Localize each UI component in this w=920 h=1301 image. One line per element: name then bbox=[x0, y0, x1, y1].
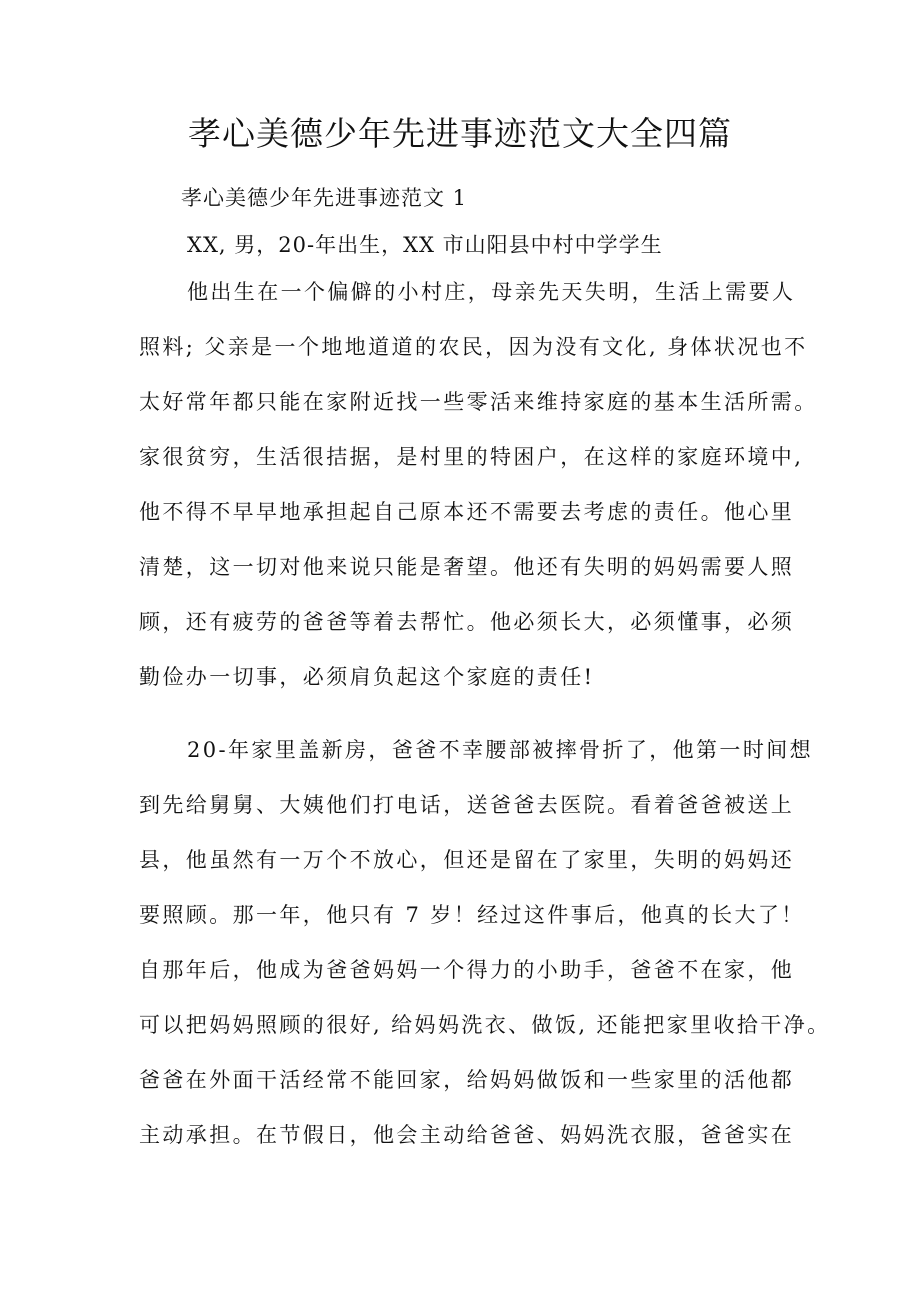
document-title: 孝心美德少年先进事迹范文大全四篇 bbox=[188, 114, 732, 153]
paragraph-line: 照料; 父亲是一个地地道道的农民，因为没有文化, 身体状况也不 bbox=[139, 335, 808, 359]
paragraph-line: 可以把妈妈照顾的很好, 给妈妈洗衣、做饭, 还能把家里收拾干净。 bbox=[139, 1013, 831, 1037]
paragraph-line: 太好常年都只能在家附近找一些零活来维持家庭的基本生活所需。 bbox=[139, 390, 818, 414]
paragraph-line: 清楚，这一切对他来说只能是奢望。他还有失明的妈妈需要人照 bbox=[139, 555, 795, 579]
paragraph-line: 到先给舅舅、大姨他们打电话，送爸爸去医院。看着爸爸被送上 bbox=[139, 793, 795, 817]
paragraph-line: 爸爸在外面干活经常不能回家，给妈妈做饭和一些家里的活他都 bbox=[139, 1068, 795, 1092]
paragraph-line: 顾，还有疲劳的爸爸等着去帮忙。他必须长大，必须懂事，必须 bbox=[139, 610, 795, 634]
paragraph-line: 主动承担。在节假日，他会主动给爸爸、妈妈洗衣服，爸爸实在 bbox=[139, 1123, 795, 1147]
paragraph-line: 家很贫穷，生活很拮据，是村里的特困户，在这样的家庭环境中, bbox=[139, 445, 804, 469]
paragraph-line: 他出生在一个偏僻的小村庄，母亲先天失明，生活上需要人 bbox=[187, 280, 796, 304]
section-heading: 孝心美德少年先进事迹范文 1 bbox=[181, 186, 468, 210]
paragraph-line: 县，他虽然有一万个不放心，但还是留在了家里，失明的妈妈还 bbox=[139, 848, 795, 872]
paragraph-line: 20-年家里盖新房，爸爸不幸腰部被摔骨折了，他第一时间想 bbox=[187, 738, 814, 762]
paragraph-2 bbox=[139, 723, 831, 1163]
paragraph-1 bbox=[139, 265, 818, 705]
paragraph-line: 自那年后，他成为爸爸妈妈一个得力的小助手，爸爸不在家，他 bbox=[139, 958, 795, 982]
paragraph-line: 要照顾。那一年，他只有 7 岁！经过这件事后，他真的长大了！ bbox=[139, 903, 805, 927]
paragraph-line: 他不得不早早地承担起自己原本还不需要去考虑的责任。他心里 bbox=[139, 500, 795, 524]
paragraph-line: 勤俭办一切事，必须肩负起这个家庭的责任! bbox=[139, 665, 595, 689]
student-info: XX, 男，20-年出生，XX 市山阳县中村中学学生 bbox=[187, 233, 663, 257]
